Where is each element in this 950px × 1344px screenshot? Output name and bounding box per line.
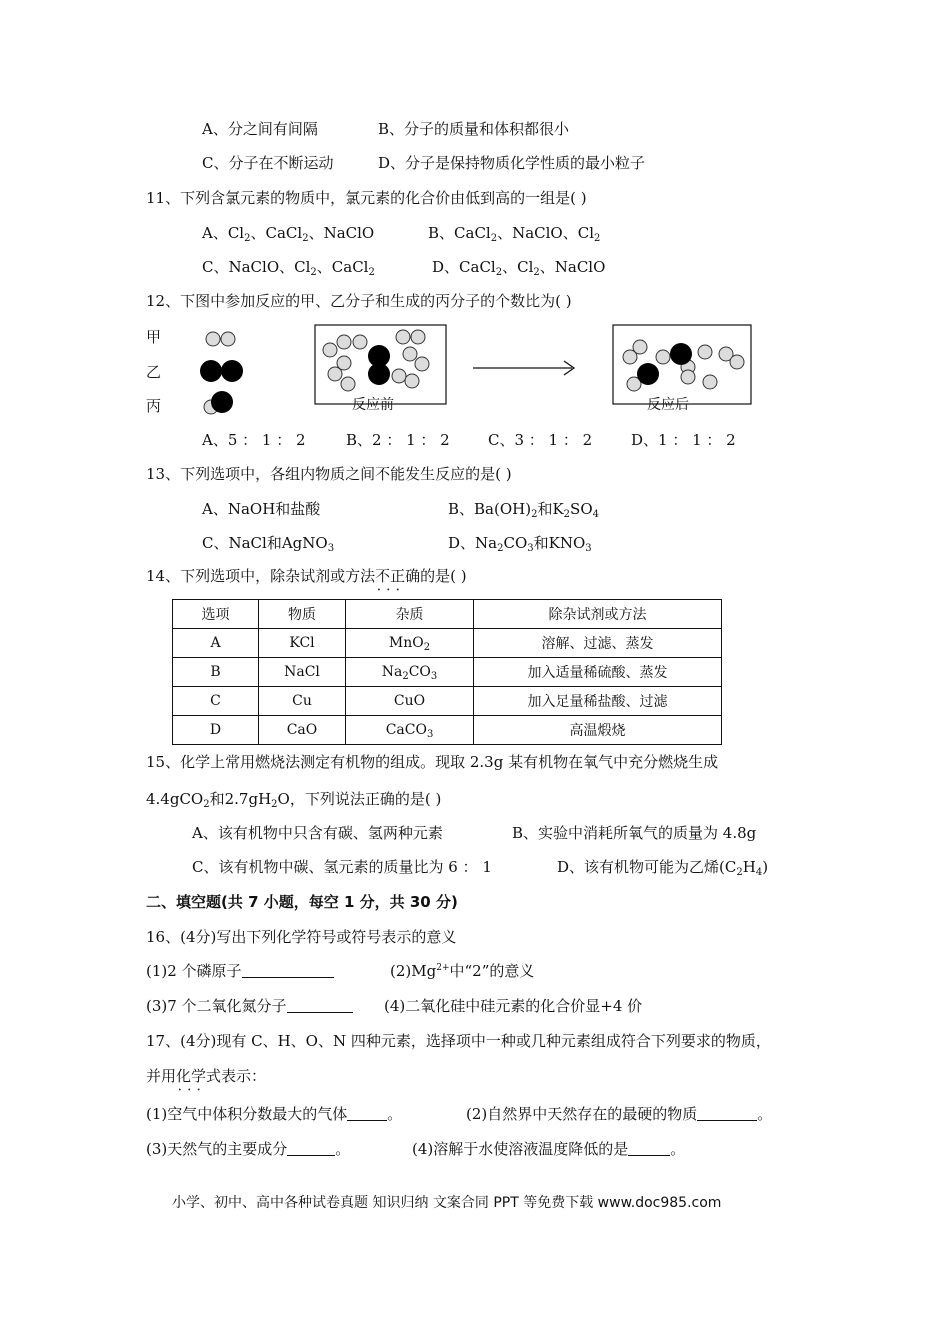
q12-option-a: A、5 ： 1 ： 2: [202, 431, 306, 449]
q16-part3: (3)7 个二氧化氮分子: [146, 996, 353, 1016]
q17-stem-line2: 并用化学式 • • •表示：: [146, 1066, 266, 1086]
q15-option-b: B、实验中消耗所氧气的质量为 4.8g: [512, 824, 757, 842]
cell-substance: NaCl: [259, 658, 346, 687]
q15-option-c: C、该有机物中碳、氢元素的质量比为 6 ： 1: [192, 858, 492, 876]
label-before: 反应前: [352, 397, 394, 413]
q12-stem: 12、下图中参加反应的甲、乙分子和生成的丙分子的个数比为( ): [146, 292, 572, 310]
header-method: 除杂试剂或方法: [474, 600, 722, 629]
q10-option-d: D、分子是保持物质化学性质的最小粒子: [378, 154, 646, 172]
page-footer: 小学、初中、高中各种试卷真题 知识归纳 文案合同 PPT 等免费下载 www.doc985.com: [172, 1195, 722, 1211]
answer-blank[interactable]: [242, 963, 334, 978]
q13-option-c: C、NaCl和AgNO$_3$: [202, 534, 335, 554]
cell-method: 加入适量稀硫酸、蒸发: [474, 658, 722, 687]
q17-part2: (2)自然界中天然存在的最硬的物质 。: [466, 1105, 773, 1123]
cell-option: C: [173, 687, 259, 716]
cell-substance: Cu: [259, 687, 346, 716]
cell-impurity: CuO: [346, 687, 474, 716]
q13-option-b: B、$Ba(OH)_2$和$K_2SO_4$: [448, 500, 599, 520]
q16-part1: (1)2 个磷原子: [146, 961, 334, 981]
q17-part1: (1)空气中体积分数最大的气体 。: [146, 1105, 403, 1123]
answer-blank[interactable]: [628, 1141, 670, 1156]
q11-stem: 11、下列含氯元素的物质中，氯元素的化合价由低到高的一组是( ): [146, 189, 587, 207]
q15-option-d: D、该有机物可能为乙烯$(C_2H_4)$: [557, 858, 769, 878]
q10-option-a: A、分之间有间隔: [202, 120, 318, 138]
q14-stem: 14、下列选项中，除杂试剂或方法不正确 • • •的是( ): [146, 566, 467, 586]
cell-option: D: [173, 716, 259, 745]
q15-stem-line1: 15、化学上常用燃烧法测定有机物的组成。现取 2.3g 某有机物在氧气中充分燃烧生成: [146, 753, 719, 771]
header-impurity: 杂质: [346, 600, 474, 629]
answer-blank[interactable]: [287, 1141, 335, 1156]
cell-substance: CaO: [259, 716, 346, 745]
table-row: [173, 687, 722, 716]
label-bing: 丙: [146, 397, 162, 415]
cell-option: B: [173, 658, 259, 687]
q16-stem: 16、(4分)写出下列化学符号或符号表示的意义: [146, 928, 457, 946]
cell-method: 加入足量稀盐酸、过滤: [474, 687, 722, 716]
cell-impurity: $Na_2CO_3$: [346, 658, 474, 687]
cell-method: 高温煅烧: [474, 716, 722, 745]
table-row: [173, 658, 722, 687]
cell-method: 溶解、过滤、蒸发: [474, 629, 722, 658]
cell-impurity: CaCO$_3$: [346, 716, 474, 745]
q17-stem-line1: 17、(4分)现有 C、H、O、N 四种元素，选择项中一种或几种元素组成符合下列要求的物质，: [146, 1032, 771, 1050]
label-yi: 乙: [146, 363, 162, 381]
header-substance: 物质: [259, 600, 346, 629]
q17-part4: (4)溶解于水使溶液温度降低的是 。: [412, 1140, 686, 1158]
answer-blank[interactable]: [347, 1106, 387, 1121]
label-after: 反应后: [647, 397, 689, 413]
q15-option-a: A、该有机物中只含有碳、氢两种元素: [192, 824, 443, 842]
answer-blank[interactable]: [287, 998, 353, 1013]
q15-stem-line2: 4.4gCO$_2$和$2.7gH_2O$，下列说法正确的是( ): [146, 790, 442, 810]
q11-option-a: A、$Cl_2$、CaCl$_2$、NaClO: [202, 224, 375, 244]
q10-option-c: C、分子在不断运动: [202, 154, 334, 172]
q10-option-b: B、分子的质量和体积都很小: [378, 120, 570, 138]
q13-option-d: D、$Na_2CO_3$和$KNO_3$: [448, 534, 592, 554]
q13-option-a: A、NaOH和盐酸: [202, 500, 321, 518]
q11-option-c: C、NaClO、$Cl_2$、CaCl$_2$: [202, 258, 375, 278]
cell-substance: KCl: [259, 629, 346, 658]
q16-part4: (4)二氧化硅中硅元素的化合价显+4 价: [384, 997, 643, 1015]
q12-option-b: B、2 ： 1 ： 2: [346, 431, 450, 449]
q11-option-b: B、CaCl$_2$、NaClO、$Cl_2$: [428, 224, 601, 244]
q12-option-c: C、3 ： 1 ： 2: [488, 431, 593, 449]
section-2-heading: 二、填空题(共 7 小题，每空 1 分，共 30 分): [146, 893, 458, 911]
cell-option: A: [173, 629, 259, 658]
answer-blank[interactable]: [697, 1106, 757, 1121]
q11-option-d: D、CaCl$_2$、$Cl_2$、NaClO: [432, 258, 606, 278]
cell-impurity: MnO$_2$: [346, 629, 474, 658]
q14-table: [172, 599, 722, 745]
q16-part2: $(2)Mg^{2+}$中“2”的意义: [390, 962, 535, 980]
table-header-row: [173, 600, 722, 629]
label-jia: 甲: [146, 328, 162, 346]
q13-stem: 13、下列选项中，各组内物质之间不能发生反应的是( ): [146, 465, 512, 483]
q17-part3: (3)天然气的主要成分 。: [146, 1140, 351, 1158]
header-option: 选项: [173, 600, 259, 629]
table-row: [173, 629, 722, 658]
table-row: [173, 716, 722, 745]
q12-option-d: D、1 ： 1 ： 2: [631, 431, 736, 449]
